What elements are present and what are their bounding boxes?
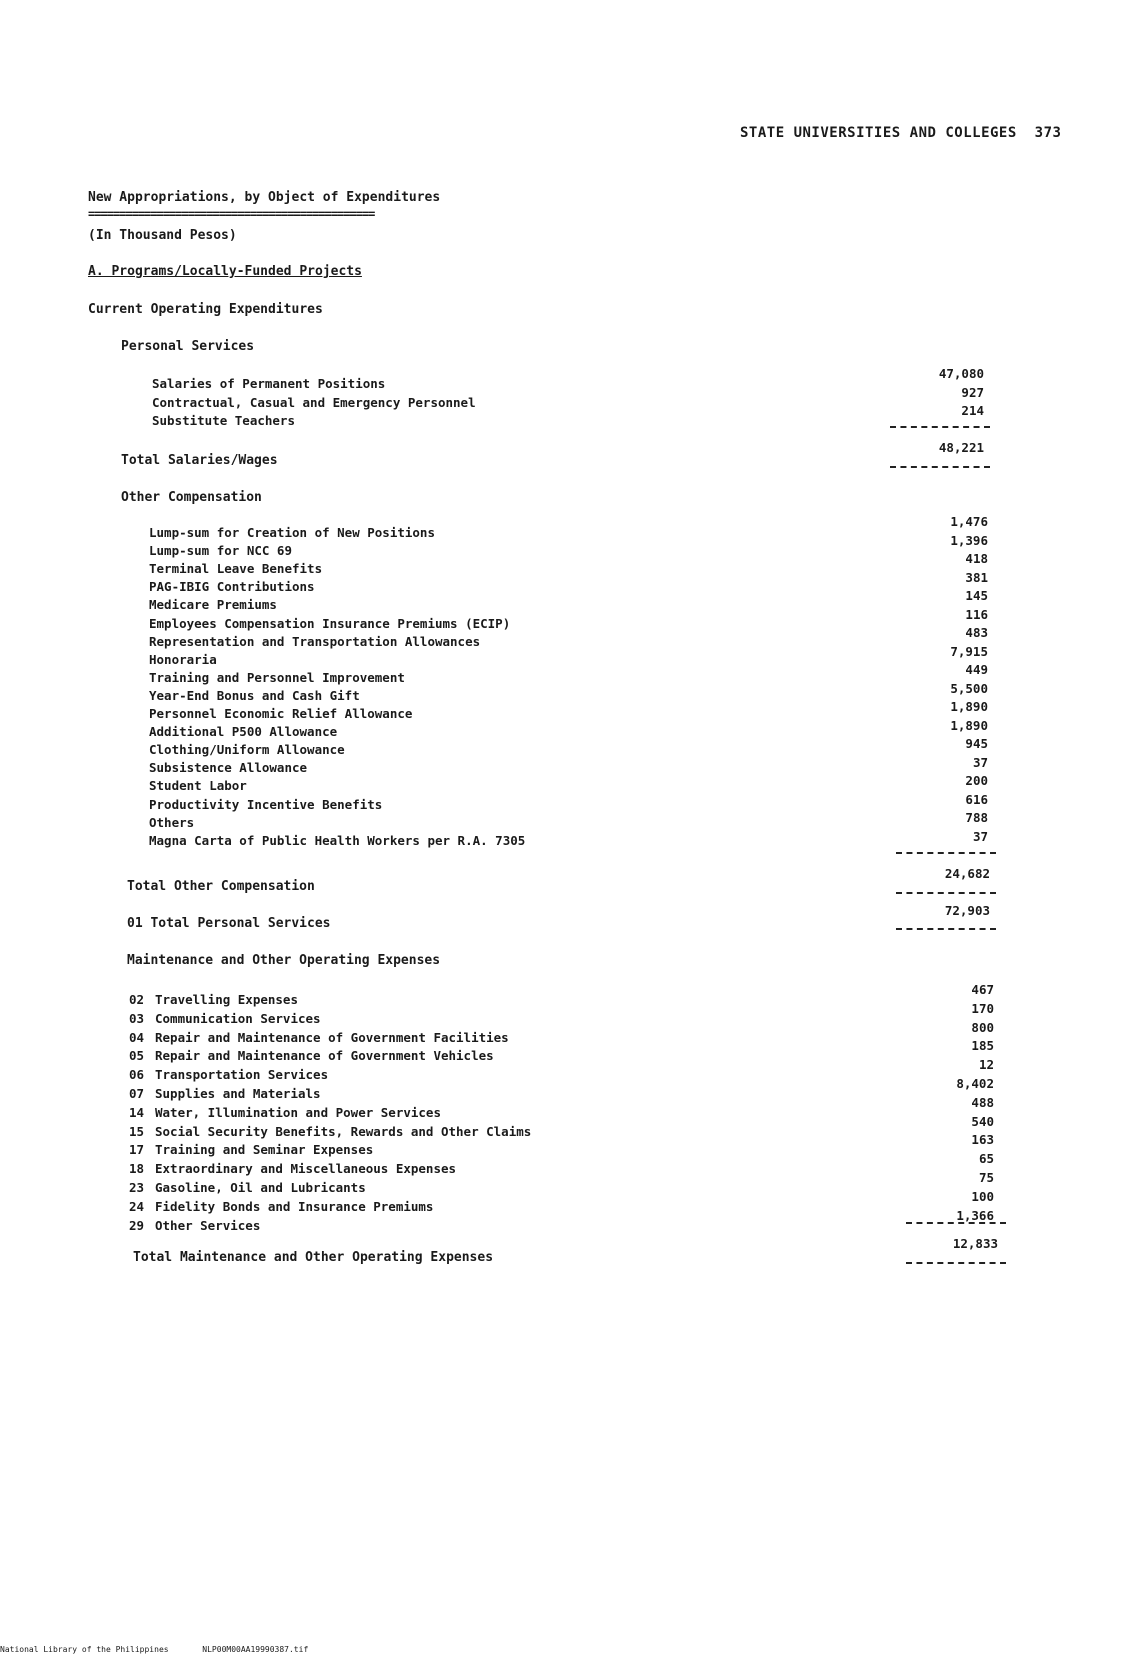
- line-item-value: 381: [965, 569, 988, 585]
- line-item-value: 116: [965, 606, 988, 622]
- title-underline: ==============================================: [88, 207, 375, 221]
- line-item-value: 945: [965, 736, 988, 751]
- section-name: STATE UNIVERSITIES AND COLLEGES: [740, 125, 1017, 141]
- line-item-value: 418: [965, 551, 988, 566]
- line-item-value: 47,080: [938, 366, 984, 381]
- line-item-label: Travelling Expenses: [155, 992, 298, 1007]
- line-item-label: Additional P500 Allowance: [149, 724, 338, 740]
- line-item-label: Clothing/Uniform Allowance: [149, 742, 345, 758]
- line-item-value: 616: [965, 791, 988, 807]
- line-item-label: Representation and Transportation Allowances: [149, 633, 481, 649]
- page-title: New Appropriations, by Object of Expenditures: [88, 190, 441, 205]
- line-item-label: Other Services: [155, 1217, 261, 1233]
- line-item-label: Lump-sum for Creation of New Positions: [149, 525, 435, 540]
- total-ps-label: 01 Total Personal Services: [127, 916, 331, 931]
- line-item-label: Communication Services: [155, 1010, 321, 1026]
- line-item-value: 1,890: [950, 699, 988, 714]
- line-item-value: 214: [961, 403, 984, 418]
- line-item-value: 800: [971, 1019, 994, 1035]
- line-item-code: 29: [129, 1217, 145, 1233]
- line-item-code: 15: [129, 1123, 145, 1139]
- line-item-value: 1,366: [956, 1207, 994, 1223]
- line-item-label: Others: [149, 814, 195, 830]
- line-item-label: Contractual, Casual and Emergency Personnel: [152, 394, 476, 410]
- line-item-label: Medicare Premiums: [149, 597, 277, 613]
- footer: [0, 1645, 308, 1654]
- line-item-value: 483: [965, 625, 988, 640]
- line-item-value: 467: [971, 982, 994, 997]
- section-heading: A. Programs/Locally-Funded Projects: [88, 264, 362, 279]
- line-item-value: 75: [978, 1170, 994, 1185]
- total-rule: [896, 892, 996, 894]
- line-item-value: 163: [971, 1132, 994, 1148]
- line-item-code: 23: [129, 1180, 145, 1195]
- subtotal-rule: [906, 1222, 1006, 1224]
- line-item-label: Supplies and Materials: [155, 1086, 321, 1101]
- line-item-label: Social Security Benefits, Rewards and Other Claims: [155, 1123, 532, 1139]
- mooe-heading: Maintenance and Other Operating Expenses: [127, 953, 441, 968]
- line-item-value: 200: [965, 773, 988, 788]
- personal-services-heading: Personal Services: [121, 339, 255, 354]
- total-other-comp-value: 24,682: [944, 866, 990, 881]
- total-rule: [896, 928, 996, 930]
- total-mooe-value: 12,833: [952, 1236, 998, 1251]
- line-item-label: Water, Illumination and Power Services: [155, 1104, 441, 1120]
- line-item-label: Subsistence Allowance: [149, 760, 308, 776]
- line-item-code: 04: [129, 1029, 145, 1045]
- line-item-label: PAG-IBIG Contributions: [149, 579, 315, 595]
- total-mooe-label: Total Maintenance and Other Operating Expenses: [133, 1250, 494, 1265]
- line-item-value: 5,500: [950, 680, 988, 696]
- line-item-code: 02: [129, 992, 145, 1007]
- line-item-code: 05: [129, 1048, 145, 1064]
- line-item-code: 17: [129, 1142, 145, 1158]
- line-item-label: Terminal Leave Benefits: [149, 561, 323, 577]
- line-item-label: Honoraria: [149, 651, 217, 667]
- line-item-label: Transportation Services: [155, 1067, 329, 1083]
- line-item-value: 12: [978, 1057, 994, 1073]
- line-item-value: 7,915: [950, 643, 988, 659]
- line-item-label: Training and Personnel Improvement: [149, 669, 405, 685]
- line-item-value: 449: [965, 662, 988, 677]
- units-note: (In Thousand Pesos): [88, 228, 237, 243]
- line-item-label: Student Labor: [149, 778, 247, 794]
- line-item-code: 06: [129, 1067, 145, 1083]
- line-item-value: 8,402: [956, 1076, 994, 1091]
- line-item-value: 37: [972, 754, 988, 770]
- subtotal-rule: [896, 852, 996, 854]
- line-item-value: 788: [965, 810, 988, 825]
- line-item-value: 145: [965, 588, 988, 603]
- total-salaries-value: 48,221: [938, 440, 984, 455]
- total-ps-value: 72,903: [944, 903, 990, 918]
- line-item-value: 540: [971, 1113, 994, 1129]
- line-item-label: Extraordinary and Miscellaneous Expenses: [155, 1161, 457, 1177]
- line-item-code: 03: [129, 1010, 145, 1026]
- line-item-value: 170: [971, 1000, 994, 1016]
- line-item-label: Fidelity Bonds and Insurance Premiums: [155, 1198, 434, 1214]
- line-item-code: 07: [129, 1086, 145, 1101]
- line-item-label: Employees Compensation Insurance Premiums (ECIP): [149, 615, 511, 631]
- total-rule: [906, 1262, 1006, 1264]
- line-item-value: 1,890: [950, 717, 988, 733]
- footer-file: NLP00M00AA19990387.tif: [202, 1645, 309, 1654]
- current-operating-heading: Current Operating Expenditures: [88, 302, 323, 317]
- line-item-label: Repair and Maintenance of Government Facilities: [155, 1029, 509, 1045]
- line-item-label: Substitute Teachers: [152, 413, 295, 428]
- total-salaries-label: Total Salaries/Wages: [121, 453, 278, 468]
- line-item-value: 100: [971, 1188, 994, 1204]
- line-item-value: 1,476: [950, 514, 988, 529]
- line-item-label: Productivity Incentive Benefits: [149, 796, 383, 812]
- total-other-comp-label: Total Other Compensation: [127, 879, 315, 894]
- line-item-code: 18: [129, 1161, 145, 1177]
- footer-library: National Library of the Philippines: [0, 1645, 169, 1654]
- line-item-value: 1,396: [950, 532, 988, 548]
- line-item-label: Gasoline, Oil and Lubricants: [155, 1180, 366, 1195]
- line-item-label: Training and Seminar Expenses: [155, 1142, 374, 1158]
- line-item-label: Lump-sum for NCC 69: [149, 543, 292, 559]
- line-item-label: Magna Carta of Public Health Workers per R.A. 7305: [149, 832, 526, 848]
- line-item-value: 927: [961, 384, 984, 400]
- other-comp-heading: Other Compensation: [121, 490, 262, 505]
- line-item-label: Repair and Maintenance of Government Vehicles: [155, 1048, 494, 1064]
- line-item-label: Year-End Bonus and Cash Gift: [149, 687, 360, 703]
- line-item-label: Personnel Economic Relief Allowance: [149, 706, 413, 721]
- line-item-value: 65: [978, 1151, 994, 1167]
- line-item-value: 185: [971, 1038, 994, 1054]
- line-item-value: 37: [972, 828, 988, 844]
- line-item-label: Salaries of Permanent Positions: [152, 376, 386, 391]
- line-item-code: 24: [129, 1198, 145, 1214]
- line-item-value: 488: [971, 1094, 994, 1110]
- page-number: 373: [1034, 125, 1062, 141]
- subtotal-rule: [890, 426, 990, 428]
- line-item-code: 14: [129, 1104, 145, 1120]
- running-header: [740, 125, 1061, 141]
- total-rule: [890, 466, 990, 468]
